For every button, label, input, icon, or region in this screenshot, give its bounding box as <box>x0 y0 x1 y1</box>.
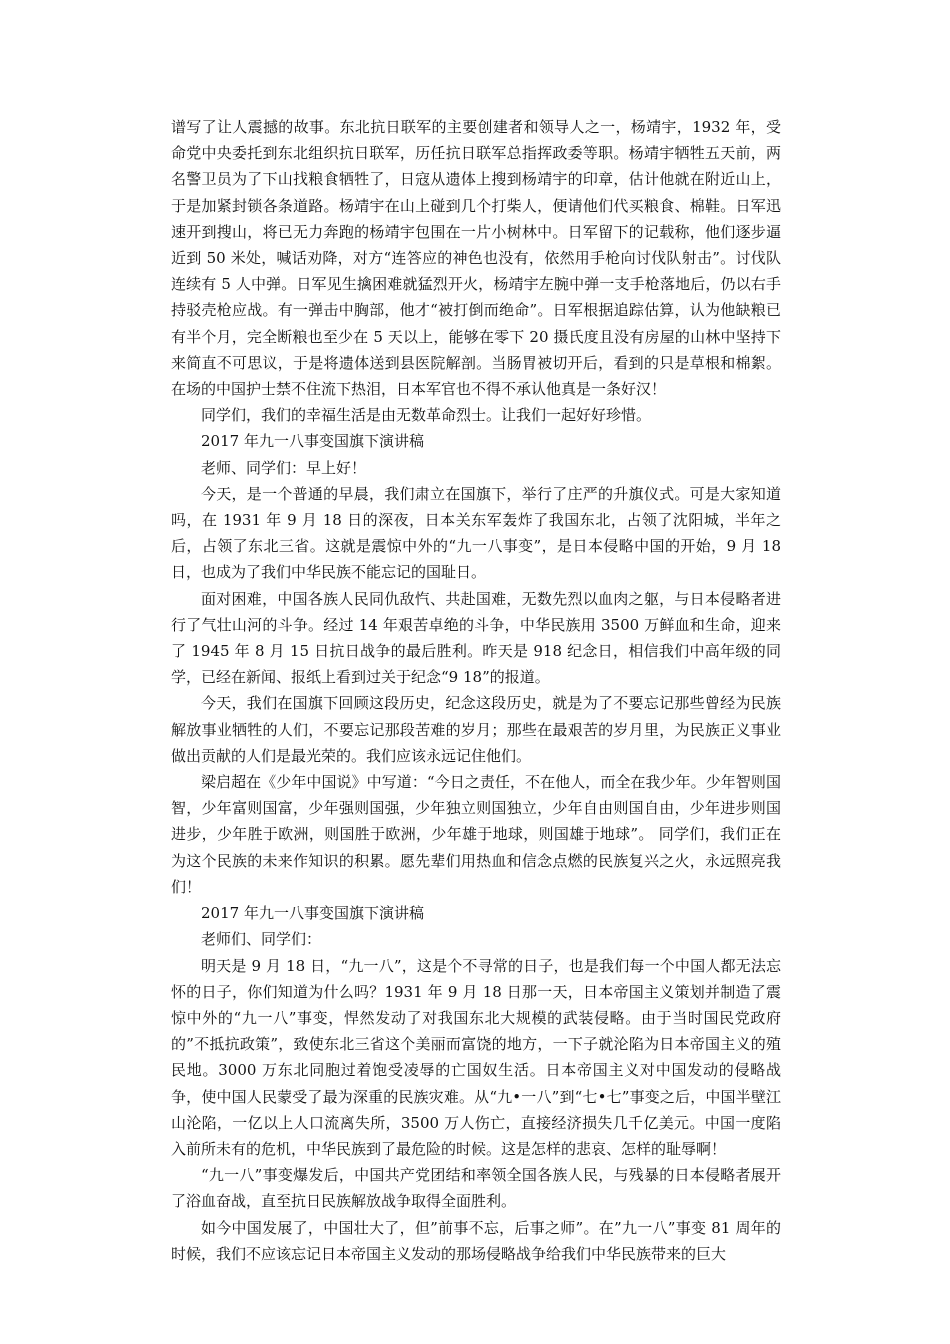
greeting: 老师们、同学们： <box>201 930 322 949</box>
paragraph: 如今中国发展了，中国壮大了，但”前事不忘，后事之师”。在”九一八”事变 81 周年的时候，我们不应该忘记日本帝国主义发动的那场侵略战争给我们中华民族带来的巨大 <box>171 1218 781 1263</box>
paragraph: 今天，是一个普通的早晨，我们肃立在国旗下，举行了庄严的升旗仪式。可是大家知道吗，在 1931 年 9 月 18 日的深夜，日本关东军轰炸了我国东北，占领了沈阳城，半年之后，占领了东北三省。这就是震惊中外的“九一八事变”，是日本侵略中国的开始，9 月 18 日，也成为了我们中华民族不能忘记的国耻日。 <box>171 484 781 582</box>
speech-title: 2017 年九一八事变国旗下演讲稿 <box>201 904 424 923</box>
paragraph: 同学们，我们的幸福生活是由无数革命烈士。让我们一起好好珍惜。 <box>201 406 652 425</box>
paragraph: 明天是 9 月 18 日，“九一八”，这是个不寻常的日子，也是我们每一个中国人都无法忘怀的日子，你们知道为什么吗？1931 年 9 月 18 日那一天，日本帝国主义策划并制造了震惊中外的“九一八”事变，悍然发动了对我国东北大规模的武装侵略。由于当时国民党政府的”不抵抗政策”，致使东北三省这个美丽而富饶的地方，一下子就沦陷为日本帝国主义的殖民地。3000 万东北同胞过着饱受凌辱的亡国奴生活。日本帝国主义对中国发动的侵略战争，使中国人民蒙受了最为深重的民族灾难。从“九•一八”到“七•七”事变之后，中国半壁江山沦陷，一亿以上人口流离失所，3500 万人伤亡，直接经济损失几千亿美元。中国一度陷入前所未有的危机，中华民族到了最危险的时候。这是怎样的悲哀、怎样的耻辱啊！ <box>171 956 781 1158</box>
document-body <box>171 114 781 1267</box>
paragraph: 谱写了让人震撼的故事。东北抗日联军的主要创建者和领导人之一，杨靖宇，1932 年，受命党中央委托到东北组织抗日联军，历任抗日联军总指挥政委等职。杨靖宇牺牲五天前，两名警卫员为了下山找粮食牺牲了，日寇从遗体上搜到杨靖宇的印章，估计他就在附近山上，于是加紧封锁各条道路。杨靖宇在山上碰到几个打柴人，便请他们代买粮食、棉鞋。日军迅速开到搜山，将已无力奔跑的杨靖宇包围在一片小树林中。日军留下的记载称，他们逐步逼近到 50 米处，喊话劝降，对方“连答应的神色也没有，依然用手枪向讨伐队射击”。讨伐队连续有 5 人中弹。日军见生擒困难就猛烈开火，杨靖宇左腕中弹一支手枪落地后，仍以右手持驳壳枪应战。有一弹击中胸部，他才“被打倒而绝命”。日军根据追踪估算，认为他缺粮已有半个月，完全断粮也至少在 5 天以上，能够在零下 20 摄氏度且没有房屋的山林中坚持下来简直不可思议，于是将遗体送到县医院解剖。当肠胃被切开后，看到的只是草根和棉絮。在场的中国护士禁不住流下热泪，日本军官也不得不承认他真是一条好汉！ <box>171 118 781 399</box>
paragraph: “九一八”事变爆发后，中国共产党团结和率领全国各族人民，与残暴的日本侵略者展开了浴血奋战，直至抗日民族解放战争取得全面胜利。 <box>171 1166 781 1211</box>
paragraph: 今天，我们在国旗下回顾这段历史，纪念这段历史，就是为了不要忘记那些曾经为民族解放事业牺牲的人们，不要忘记那段苦难的岁月；那些在最艰苦的岁月里，为民族正义事业做出贡献的人们是最光荣的。我们应该永远记住他们。 <box>171 694 781 765</box>
speech-title: 2017 年九一八事变国旗下演讲稿 <box>201 432 424 451</box>
paragraph: 梁启超在《少年中国说》中写道：“今日之责任，不在他人，而全在我少年。少年智则国智，少年富则国富，少年强则国强，少年独立则国独立，少年自由则国自由，少年进步则国进步，少年胜于欧洲，则国胜于欧洲，少年雄于地球，则国雄于地球”。 同学们，我们正在为这个民族的未来作知识的积累。愿先辈们用热血和信念点燃的民族复兴之火，永远照亮我们！ <box>171 773 781 896</box>
paragraph: 面对困难，中国各族人民同仇敌忾、共赴国难，无数先烈以血肉之躯，与日本侵略者进行了气壮山河的斗争。经过 14 年艰苦卓绝的斗争，中华民族用 3500 万鲜血和生命，迎来了 1945 年 8 月 15 日抗日战争的最后胜利。昨天是 918 纪念日，相信我们中高年级的同学，已经在新闻、报纸上看到过关于纪念“9 18”的报道。 <box>171 589 781 687</box>
greeting: 老师、同学们：早上好！ <box>201 458 367 477</box>
